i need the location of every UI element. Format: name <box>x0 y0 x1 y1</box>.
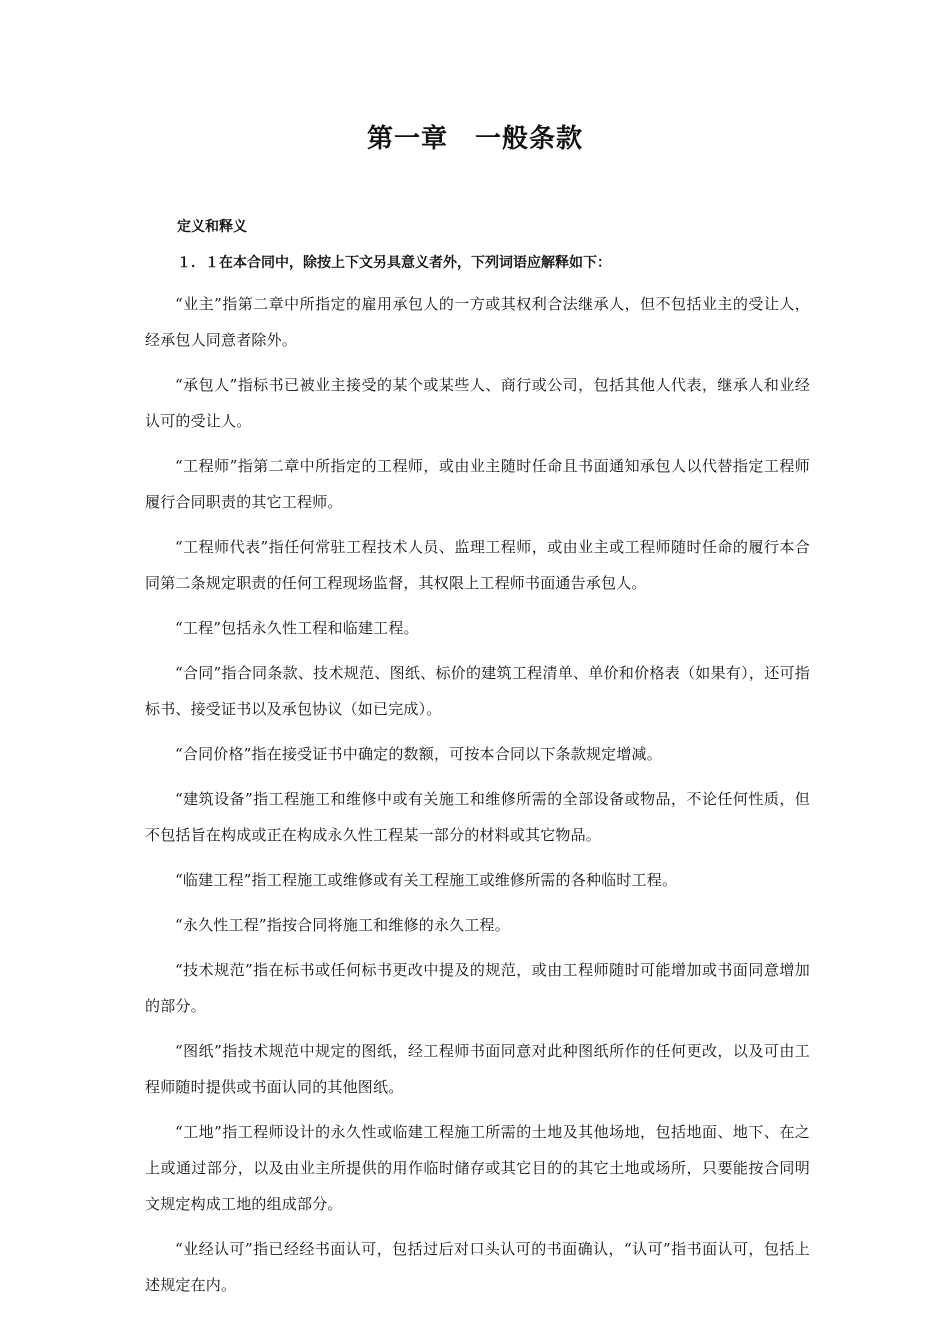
clause-intro: １．１在本合同中，除按上下文另具意义者外，下列词语应解释如下： <box>177 255 611 271</box>
definition-paragraph: “临建工程”指工程施工或维修或有关工程施工或维修所需的各种临时工程。 <box>175 871 678 889</box>
section-heading: 定义和释义 <box>177 219 247 235</box>
definition-paragraph: “合同价格”指在接受证书中确定的数额，可按本合同以下条款规定增减。 <box>175 745 662 763</box>
definition-paragraph: “建筑设备”指工程施工和维修中或有关施工和维修所需的全部设备或物品，不论任何性质，但不包括旨在构成或正在构成永久性工程某一部分的材料或其它物品。 <box>145 790 810 844</box>
definition-paragraph: “永久性工程”指按合同将施工和维修的永久工程。 <box>175 916 510 934</box>
chapter-title: 第一章 一般条款 <box>366 124 583 154</box>
document-body <box>145 214 810 1312</box>
definition-paragraph: “技术规范”指在标书或任何标书更改中提及的规范，或由工程师随时可能增加或书面同意增加的部分。 <box>145 961 810 1015</box>
definition-paragraph: “工程师代表”指任何常驻工程技术人员、监理工程师，或由业主或工程师随时任命的履行本合同第二条规定职责的任何工程现场监督，其权限上工程师书面通告承包人。 <box>145 538 810 592</box>
definition-paragraph: “业经认可”指已经经书面认可，包括过后对口头认可的书面确认，“认可”指书面认可，包括上述规定在内。 <box>145 1240 810 1294</box>
definition-paragraph: “工程师”指第二章中所指定的工程师，或由业主随时任命且书面通知承包人以代替指定工程师履行合同职责的其它工程师。 <box>145 457 810 511</box>
definition-paragraph: “图纸”指技术规范中规定的图纸，经工程师书面同意对此种图纸所作的任何更改，以及可由工程师随时提供或书面认同的其他图纸。 <box>145 1042 810 1096</box>
definition-paragraph: “业主”指第二章中所指定的雇用承包人的一方或其权利合法继承人，但不包括业主的受让人，经承包人同意者除外。 <box>145 295 810 349</box>
definition-paragraph: “工程”包括永久性工程和临建工程。 <box>175 619 419 637</box>
definition-paragraph: “承包人”指标书已被业主接受的某个或某些人、商行或公司，包括其他人代表，继承人和业经认可的受让人。 <box>145 376 810 430</box>
definition-paragraph: “合同”指合同条款、技术规范、图纸、标价的建筑工程清单、单价和价格表（如果有），还可指标书、接受证书以及承包协议（如已完成）。 <box>145 664 810 718</box>
definition-paragraph: “工地”指工程师设计的永久性或临建工程施工所需的土地及其他场地，包括地面、地下、在之上或通过部分，以及由业主所提供的用作临时储存或其它目的的其它土地或场所，只要能按合同明文规定构成工地的组成部分。 <box>145 1123 810 1213</box>
